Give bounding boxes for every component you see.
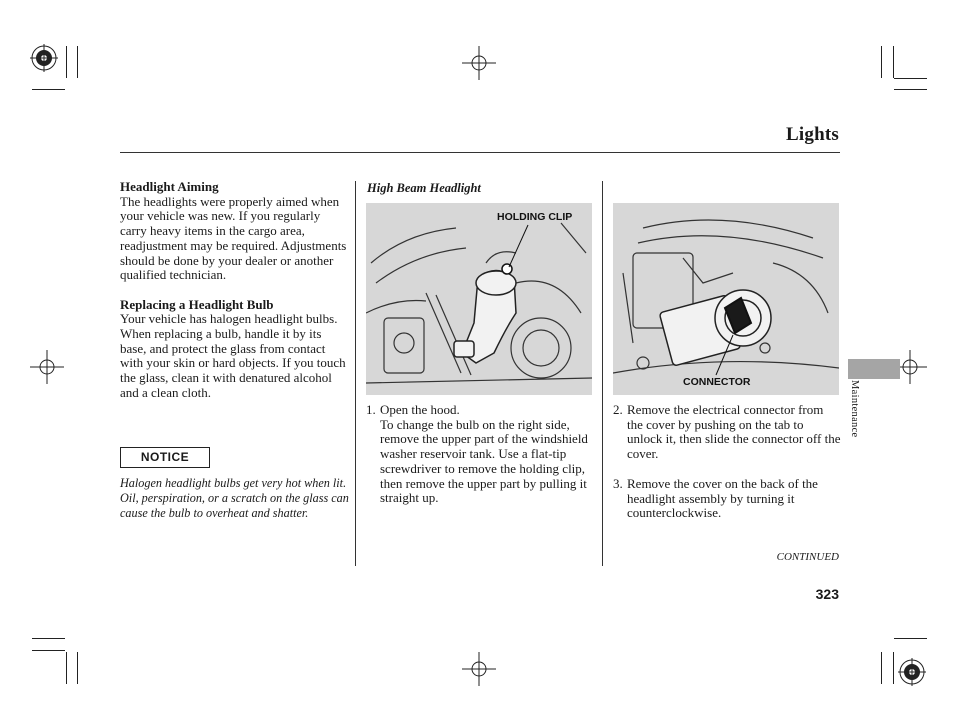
step-text: Open the hood. (380, 402, 460, 417)
page-title: Lights (786, 124, 839, 145)
registration-target-icon (898, 658, 926, 686)
step-number: 2. (613, 402, 623, 417)
section-tab (848, 359, 900, 379)
section-tab-label: Maintenance (849, 380, 860, 438)
step-3 (613, 477, 841, 521)
column-divider (602, 181, 603, 566)
headlight-assembly-illustration (613, 203, 839, 395)
crosshair-icon (462, 652, 496, 686)
header-rule (120, 152, 840, 153)
registration-target-icon (30, 44, 58, 72)
notice-label: NOTICE (120, 447, 210, 468)
page-number: 323 (815, 586, 839, 602)
paragraph-replacing-bulb: Your vehicle has halogen headlight bulbs. When replacing a bulb, handle it by its base, and protect the glass from contact with your skin or hard objects. If you touch the glass, clean it with denatured alcohol and a clean cloth. (120, 311, 346, 400)
step-1 (366, 403, 598, 506)
heading-replacing-bulb: Replacing a Headlight Bulb (120, 296, 274, 312)
crosshair-icon (462, 46, 496, 80)
illustration-connector (613, 203, 839, 395)
illustration-holding-clip (366, 203, 592, 395)
paragraph-headlight-aiming: The headlights were properly aimed when your vehicle was new. If you regularly carry heavy items in the cargo area, readjustment may be required. Adjustments should be done by your dealer or another qualified technician. (120, 193, 347, 283)
figure-caption: High Beam Headlight (367, 181, 481, 195)
engine-bay-illustration (366, 203, 592, 395)
callout-holding-clip: HOLDING CLIP (497, 211, 573, 223)
callout-connector: CONNECTOR (683, 376, 751, 388)
crosshair-icon (30, 350, 64, 384)
continued-label: CONTINUED (776, 551, 839, 563)
heading-headlight-aiming: Headlight Aiming (120, 179, 219, 194)
notice-text: Halogen headlight bulbs get very hot when lit. Oil, perspiration, or a scratch on the glass can cause the bulb to overheat and shatter. (120, 476, 349, 520)
step-text: Remove the electrical connector from the cover by pushing on the tab to unlock it, then slide the connector off the cover. (627, 402, 841, 462)
step-number: 3. (613, 476, 623, 491)
left-column (120, 180, 348, 415)
step-text: To change the bulb on the right side, remove the upper part of the windshield washer reservoir tank. Use a flat-tip screwdriver to remove the holding clip, then remove the upper part by pulling it straight up. (380, 416, 588, 506)
step-number: 1. (366, 402, 376, 417)
column-divider (355, 181, 356, 566)
step-2 (613, 403, 841, 462)
step-text: Remove the cover on the back of the headlight assembly by turning it counterclockwise. (627, 476, 818, 521)
